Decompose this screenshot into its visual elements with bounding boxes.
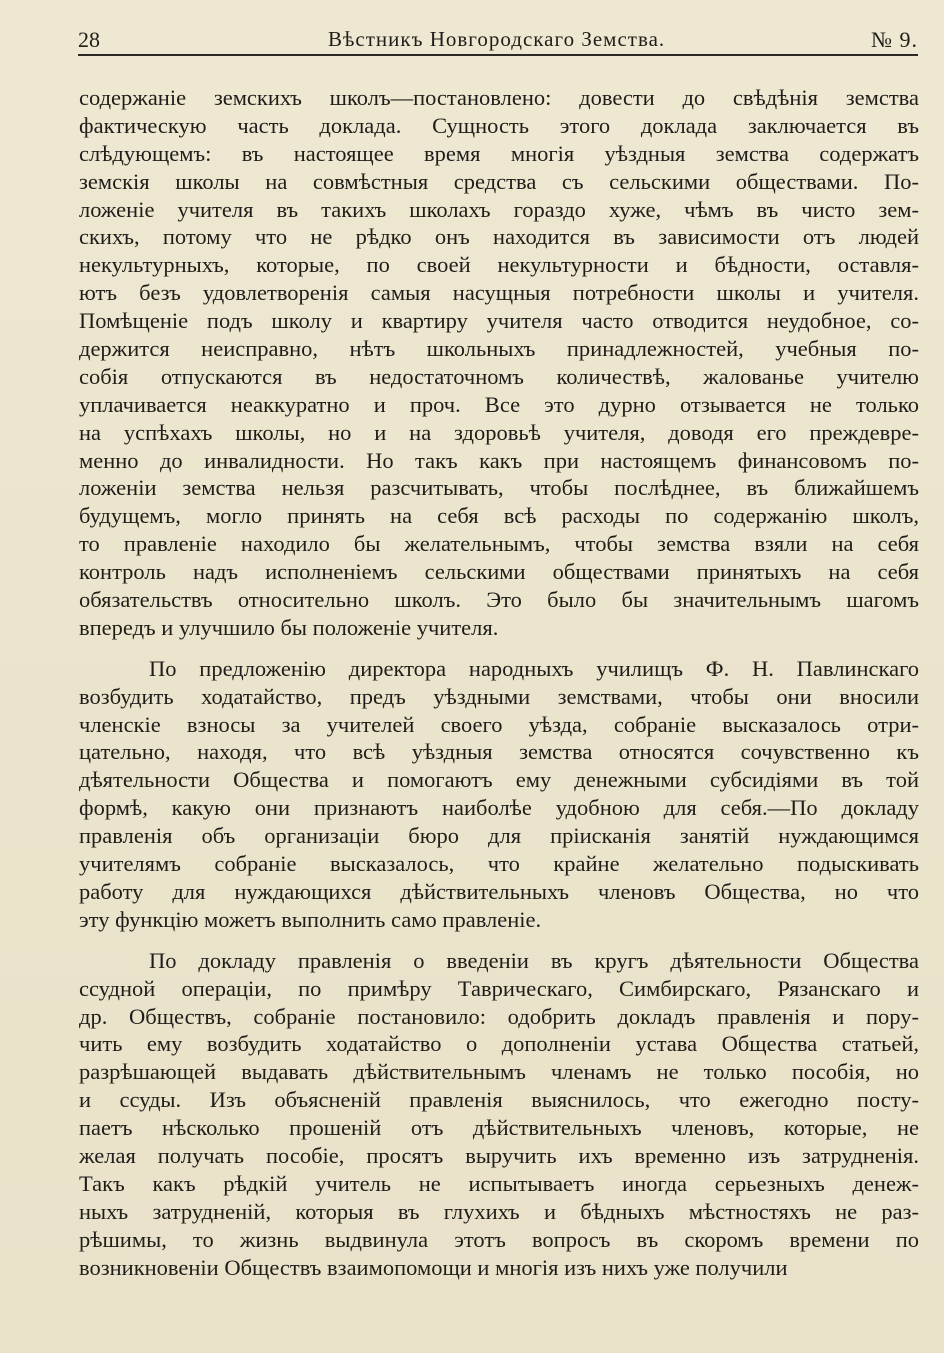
text-line: ложеніе учителя въ такихъ школахъ гораздо хуже, чѣмъ въ чисто зем-	[79, 196, 919, 222]
text-line: формѣ, какую они признаютъ наиболѣе удобною для себя.—По докладу	[79, 795, 919, 821]
text-line: менно до инвалидности. Но такъ какъ при настоящемъ финансовомъ по-	[79, 447, 919, 473]
text-line: желая получать пособіе, просятъ выручить ихъ временно изъ затрудненія.	[79, 1142, 919, 1168]
text-line: держится неисправно, нѣтъ школьныхъ принадлежностей, учебныя по-	[79, 336, 919, 362]
text-line: фактическую часть доклада. Сущность этого доклада заключается въ	[79, 112, 919, 138]
text-line: цательно, находя, что всѣ уѣздныя земства относятся сочувственно къ	[79, 739, 919, 765]
text-line: правленія объ организаціи бюро для пріисканія занятій нуждающимся	[79, 823, 919, 849]
text-line: скихъ, потому что не рѣдко онъ находится въ зависимости отъ людей	[79, 224, 919, 250]
text-line: обязательствъ относительно школъ. Это было бы значительнымъ шагомъ	[79, 587, 919, 613]
text-line: собія отпускаются въ недостаточномъ количествѣ, жалованье учителю	[79, 363, 919, 389]
text-line: уплачивается неаккуратно и проч. Все это дурно отзывается не только	[79, 391, 919, 417]
header-divider	[78, 54, 918, 56]
text-line: некультурныхъ, которые, по своей некультурности и бѣдности, оставля-	[79, 252, 919, 278]
text-line: ютъ безъ удовлетворенія самыя насущныя потребности школы и учителя.	[79, 280, 919, 306]
text-line: работу для нуждающихся дѣйствительныхъ членовъ Общества, но что	[79, 878, 919, 904]
text-line: земскія школы на совмѣстныя средства съ сельскими обществами. По-	[79, 168, 919, 194]
text-line: разрѣшающей выдавать дѣйствительнымъ членамъ не только пособія, но	[79, 1059, 919, 1085]
text-line: возбудить ходатайство, предъ уѣздными земствами, чтобы они вносили	[79, 683, 919, 709]
body-text	[79, 84, 919, 1281]
text-line: будущемъ, могло принять на себя всѣ расходы по содержанію школъ,	[79, 503, 919, 529]
text-line: дѣятельности Общества и помогаютъ ему денежными субсидіями въ той	[79, 767, 919, 793]
text-line: эту функцію можетъ выполнить само правленіе.	[79, 906, 542, 932]
text-line: то правленіе находило бы желательнымъ, чтобы земства взяли на себя	[79, 531, 919, 557]
text-line: ныхъ затрудненій, которыя въ глухихъ и бѣдныхъ мѣстностяхъ не раз-	[79, 1198, 919, 1224]
text-line: др. Обществъ, собраніе постановило: одобрить докладъ правленія и пору-	[79, 1003, 919, 1029]
paragraph	[79, 655, 919, 934]
text-line: контроль надъ исполненіемъ сельскими обществами принятыхъ на себя	[79, 559, 919, 585]
text-line: Такъ какъ рѣдкій учитель не испытываетъ иногда серьезныхъ денеж-	[79, 1170, 919, 1196]
text-line: возникновеніи Обществъ взаимопомощи и многія изъ нихъ уже получили	[79, 1254, 788, 1280]
text-line: ссудной операціи, по примѣру Таврическаго, Симбирскаго, Рязанскаго и	[79, 975, 919, 1001]
text-line: Помѣщеніе подъ школу и квартиру учителя часто отводится неудобное, со-	[79, 308, 919, 334]
page-number: 28	[78, 27, 100, 52]
page-header	[78, 27, 922, 57]
text-line: на успѣхахъ школы, но и на здоровьѣ учителя, доводя его преждевре-	[79, 419, 919, 445]
text-line: учителямъ собраніе высказалось, что крайне желательно подыскивать	[79, 851, 919, 877]
text-line: паетъ нѣсколько прошеній отъ дѣйствительныхъ членовъ, которые, не	[79, 1115, 919, 1141]
text-line: членскіе взносы за учителей своего уѣзда, собраніе высказалось отри-	[79, 711, 919, 737]
text-line: и ссуды. Изъ объясненій правленія выяснилось, что ежегодно посту-	[79, 1087, 919, 1113]
text-line: рѣшимы, то жизнь выдвинула этотъ вопросъ въ скоромъ времени по	[79, 1226, 919, 1252]
issue-number: № 9.	[871, 27, 918, 52]
text-line: слѣдующемъ: въ настоящее время многія уѣздныя земства содержатъ	[79, 140, 919, 166]
text-line: содержаніе земскихъ школъ—постановлено: довести до свѣдѣнія земства	[79, 85, 919, 110]
running-title: Вѣстникъ Новгородскаго Земства.	[328, 27, 666, 51]
text-line: чить ему возбудить ходатайство о дополненіи устава Общества статьей,	[79, 1031, 919, 1057]
paragraph	[79, 84, 919, 642]
text-line: По докладу правленія о введеніи въ кругъ дѣятельности Общества	[149, 947, 919, 973]
text-line: впередъ и улучшило бы положеніе учителя.	[79, 614, 499, 640]
paragraph	[79, 947, 919, 1282]
text-line: ложеніи земства нельзя разсчитывать, чтобы послѣднее, въ ближайшемъ	[79, 475, 919, 501]
text-line: По предложенію директора народныхъ училищъ Ф. Н. Павлинскаго	[149, 655, 919, 681]
